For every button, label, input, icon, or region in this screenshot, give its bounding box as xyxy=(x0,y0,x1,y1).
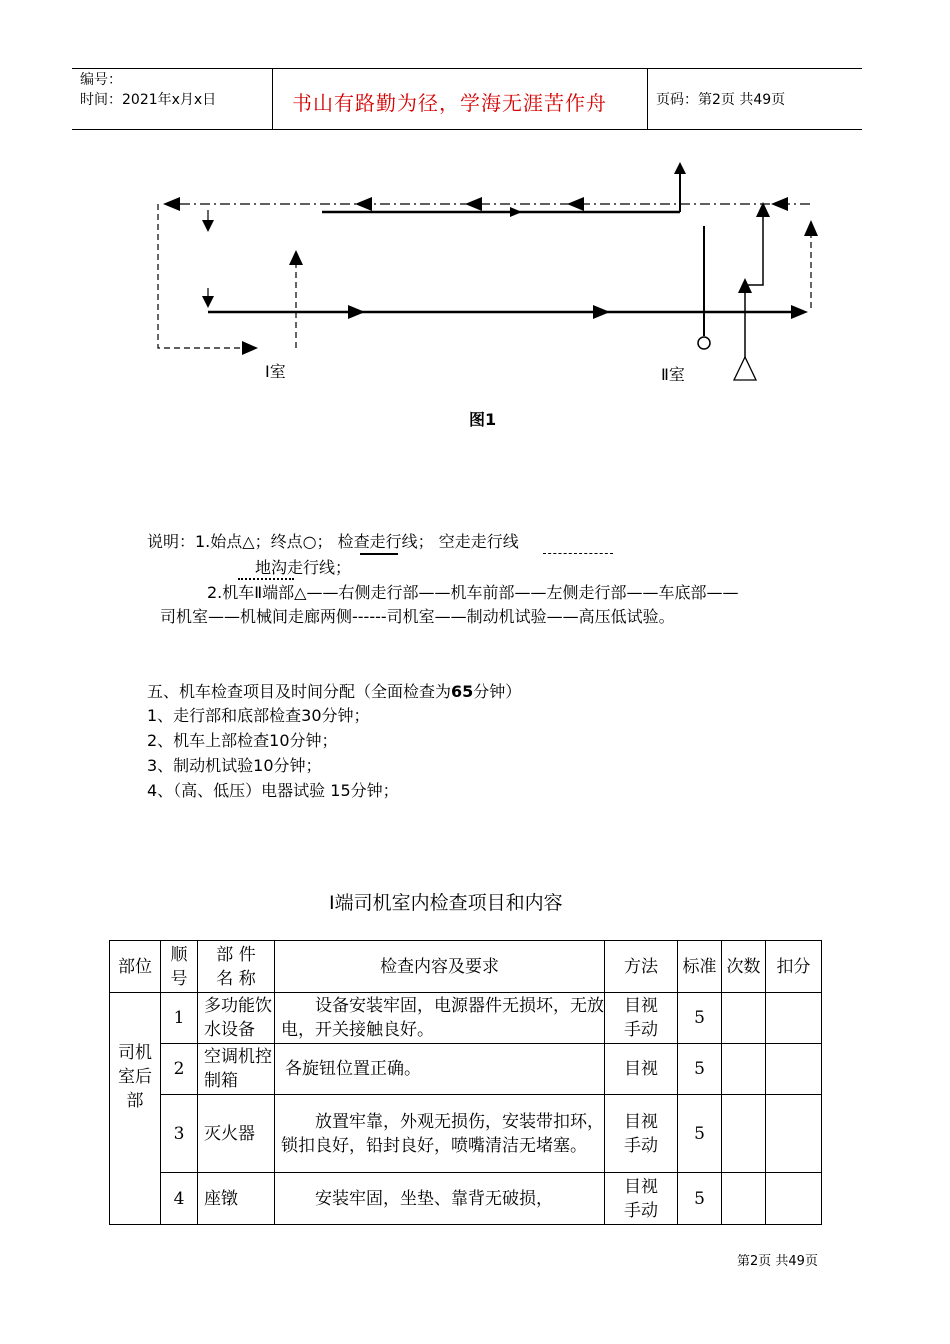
group-label: 司机室后部 xyxy=(110,993,161,1225)
start-point-triangle xyxy=(734,357,756,380)
row-method: 目视手动 xyxy=(605,1173,678,1225)
table-row xyxy=(110,1044,822,1095)
table-row xyxy=(110,993,822,1044)
row-count xyxy=(722,1095,766,1173)
row-component: 多功能饮水设备 xyxy=(198,993,275,1044)
section5-item-4: 4、（高、低压）电器试验 15分钟； xyxy=(147,781,399,800)
section5-title-bold: 65 xyxy=(451,682,474,701)
header-bottom-rule xyxy=(72,129,862,130)
header-part: 部位 xyxy=(110,941,161,993)
notes-line-4: 司机室——机械间走廊两侧------司机室——制动机试验——高压低试验。 xyxy=(160,607,675,626)
inspection-table xyxy=(109,940,822,1225)
row-method: 目视手动 xyxy=(605,993,678,1044)
notes-line-3: 2.机车Ⅱ端部△——右侧走行部——机车前部——左侧走行部——车底部—— xyxy=(207,583,739,602)
arrow-top-3 xyxy=(567,197,584,211)
header-code-label: 编号： xyxy=(80,72,122,88)
section5-item-3: 3、制动机试验10分钟； xyxy=(147,756,322,775)
row-content: 各旋钮位置正确。 xyxy=(275,1044,605,1095)
arrow-right-up xyxy=(804,220,818,236)
room-1-label: Ⅰ室 xyxy=(265,362,286,381)
notes-line-1: 说明：1.始点△；终点○； 检查走行线； 空走走行线 xyxy=(147,532,519,551)
arrow-bottom-1 xyxy=(348,305,365,319)
row-seq: 4 xyxy=(161,1173,198,1225)
arrow-down-2 xyxy=(202,296,214,308)
row-standard: 5 xyxy=(678,1095,722,1173)
arrow-top-4 xyxy=(771,197,788,211)
table-title: Ⅰ端司机室内检查项目和内容 xyxy=(329,892,563,914)
header-divider-left xyxy=(272,68,273,129)
header-divider-right xyxy=(647,68,648,129)
legend-check-line xyxy=(360,553,398,555)
start-route-step xyxy=(745,212,763,288)
route-diagram xyxy=(0,150,950,550)
row-component: 空调机控制箱 xyxy=(198,1044,275,1095)
row-standard: 5 xyxy=(678,1173,722,1225)
table-row xyxy=(110,1173,822,1225)
row-content: 放置牢靠，外观无损伤，安装带扣环，锁扣良好，铅封良好，喷嘴清洁无堵塞。 xyxy=(275,1095,605,1173)
header-standard: 标准 xyxy=(678,941,722,993)
row-count xyxy=(722,993,766,1044)
empty-route-left xyxy=(158,204,248,348)
header-slogan: 书山有路勤为径，学海无涯苦作舟 xyxy=(292,91,607,115)
row-standard: 5 xyxy=(678,993,722,1044)
arrow-top-right-mid xyxy=(510,207,522,217)
arrow-top-1 xyxy=(355,197,372,211)
arrow-top-2 xyxy=(465,197,482,211)
section5-title xyxy=(147,680,521,704)
room-2-label: Ⅱ室 xyxy=(661,365,685,384)
row-deduct xyxy=(766,1173,822,1225)
end-point-circle xyxy=(698,337,710,349)
row-component: 灭火器 xyxy=(198,1095,275,1173)
figure-caption: 图1 xyxy=(469,410,497,429)
header-top-rule xyxy=(72,68,862,69)
row-content: 设备安装牢固，电源器件无损坏，无放电，开关接触良好。 xyxy=(275,993,605,1044)
notes-line-2: 地沟走行线； xyxy=(255,558,352,577)
row-component: 座镦 xyxy=(198,1173,275,1225)
row-count xyxy=(722,1044,766,1095)
section5-title-prefix: 五、机车检查项目及时间分配（全面检查为 xyxy=(147,682,452,701)
arrow-left-up xyxy=(289,250,303,265)
row-deduct xyxy=(766,993,822,1044)
row-content: 安装牢固，坐垫、靠背无破损， xyxy=(275,1173,605,1225)
arrow-bottom-3 xyxy=(791,305,808,319)
arrow-bottom-2 xyxy=(593,305,610,319)
arrow-top-left xyxy=(163,197,180,211)
table-row xyxy=(110,1095,822,1173)
section5-title-suffix: 分钟） xyxy=(473,682,522,701)
row-deduct xyxy=(766,1044,822,1095)
row-seq: 1 xyxy=(161,993,198,1044)
arrow-exit-up xyxy=(674,162,686,174)
header-count: 次数 xyxy=(722,941,766,993)
arrow-left-loop xyxy=(242,341,258,355)
footer-page: 第2页 共49页 xyxy=(737,1254,818,1269)
row-deduct xyxy=(766,1095,822,1173)
row-method: 目视手动 xyxy=(605,1095,678,1173)
table-header-row xyxy=(110,941,822,993)
header-component: 部 件 名 称 xyxy=(198,941,275,993)
arrow-down-1 xyxy=(202,220,214,232)
row-count xyxy=(722,1173,766,1225)
header-page-info: 页码：第2页 共49页 xyxy=(656,92,786,108)
header-seq: 顺号 xyxy=(161,941,198,993)
row-seq: 3 xyxy=(161,1095,198,1173)
legend-empty-line xyxy=(543,553,613,554)
header-deduct: 扣分 xyxy=(766,941,822,993)
section5-item-1: 1、走行部和底部检查30分钟； xyxy=(147,706,370,725)
row-seq: 2 xyxy=(161,1044,198,1095)
section5-item-2: 2、机车上部检查10分钟； xyxy=(147,731,338,750)
header-time-label: 时间：2021年x月x日 xyxy=(80,92,217,108)
row-standard: 5 xyxy=(678,1044,722,1095)
header-method: 方法 xyxy=(605,941,678,993)
header-content: 检查内容及要求 xyxy=(275,941,605,993)
row-method: 目视 xyxy=(605,1044,678,1095)
